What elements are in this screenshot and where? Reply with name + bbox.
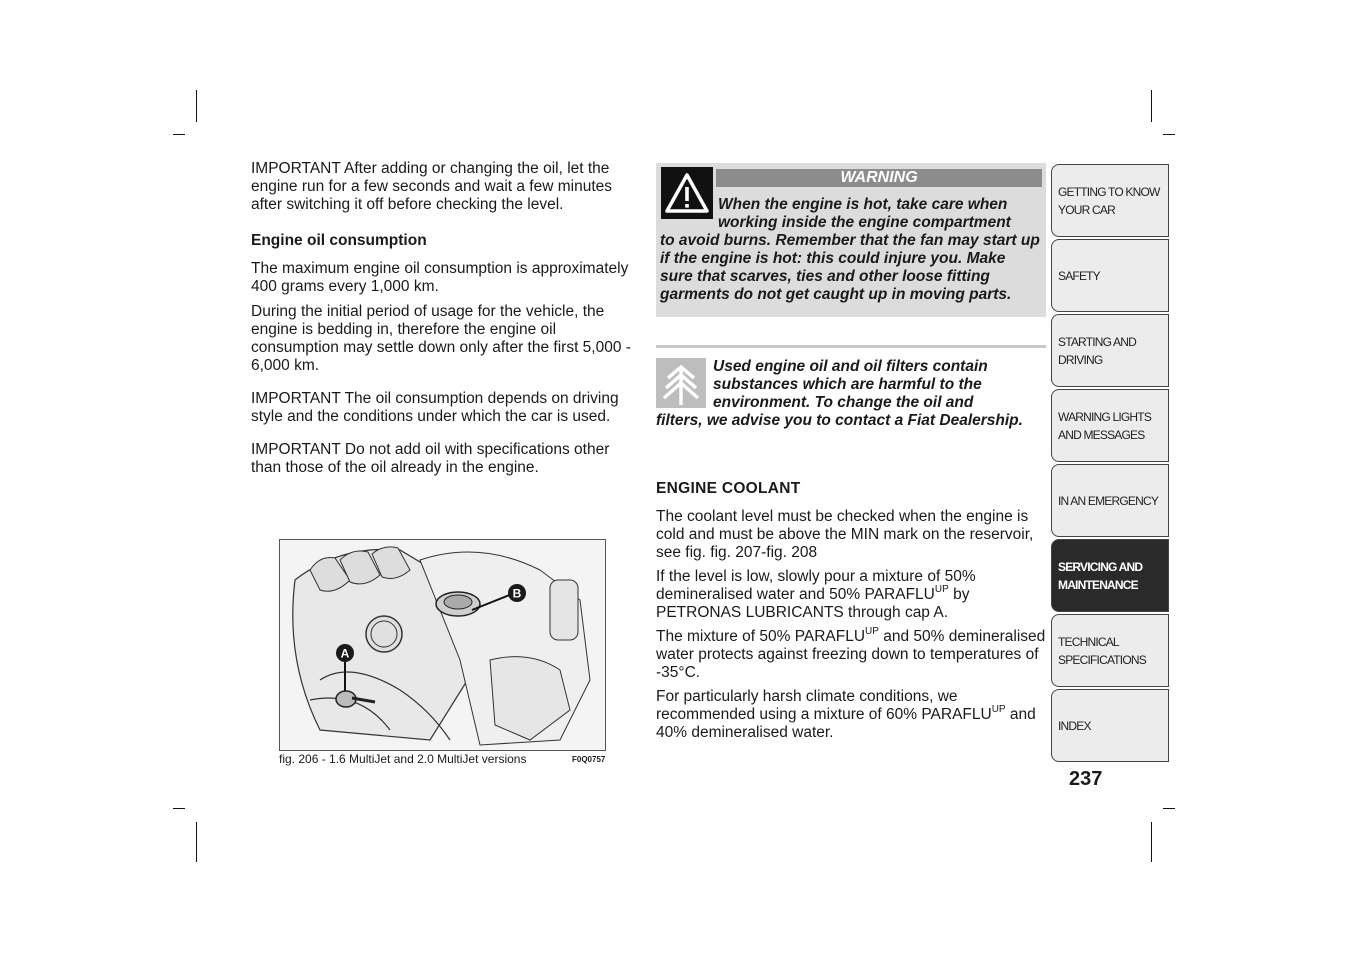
para-coolant-mixture-a: The mixture of 50% PARAFLU <box>656 628 866 645</box>
paraflu-sup: UP <box>865 626 879 637</box>
para-coolant-check: The coolant level must be checked when the engine is cold and must be above the MIN mark on the reservoir, see fig. fig. 207-fig. 208 <box>656 508 1034 561</box>
environment-text-rest: filters, we advise you to contact a Fiat Dealership. <box>656 412 1023 429</box>
tab-technical-specifications[interactable]: TECHNICAL SPECIFICATIONS <box>1051 614 1169 687</box>
left-column <box>251 160 641 477</box>
environment-divider <box>656 345 1046 348</box>
tab-starting-and-driving[interactable]: STARTING AND DRIVING <box>1051 314 1169 387</box>
para-coolant-harsh-b: and 40% demineralised water. <box>656 706 1036 741</box>
right-column <box>656 160 1046 742</box>
tab-servicing-and-maintenance[interactable]: SERVICING AND MAINTENANCE <box>1051 539 1169 612</box>
warning-text-first: When the engine is hot, take care when working inside the engine compartment <box>718 196 1011 231</box>
crop-mark <box>173 808 185 809</box>
para-bedding-in: During the initial period of usage for the vehicle, the engine is bedding in, therefore the engine oil consumption may settle down only after the first 5,000 - 6,000 km. <box>251 303 631 374</box>
para-coolant-harsh-a: For particularly harsh climate conditions, we recommended using a mixture of 60% PARAFLU <box>656 688 992 723</box>
paraflu-sup: UP <box>991 704 1006 715</box>
para-coolant-harsh <box>656 688 1046 742</box>
figure-caption: fig. 206 - 1.6 MultiJet and 2.0 MultiJet versions <box>279 752 527 766</box>
para-oil-consumption: The maximum engine oil consumption is approximately 400 grams every 1,000 km. <box>251 260 629 295</box>
heading-oil-consumption: Engine oil consumption <box>251 232 427 249</box>
figure-label-a: A <box>340 646 350 661</box>
crop-mark <box>1163 134 1175 135</box>
important-note-oil-change: IMPORTANT After adding or changing the oil, let the engine run for a few seconds and wait a few minutes after switching it off before checking the level. <box>251 160 613 213</box>
warning-text <box>660 196 1040 304</box>
environment-text-first: Used engine oil and oil filters contain substances which are harmful to the environment. To change the oil and <box>713 358 988 411</box>
heading-engine-coolant: ENGINE COOLANT <box>656 480 801 497</box>
warning-text-rest: to avoid burns. Remember that the fan may start up if the engine is hot: this could injure you. Make sure that scarves, ties and other loose fitting garments do not get caught up in moving parts. <box>660 232 1040 303</box>
figure-label-b: B <box>512 586 522 601</box>
crop-mark <box>1151 90 1152 122</box>
crop-mark <box>1151 822 1152 862</box>
environment-note <box>656 354 1046 474</box>
crop-mark <box>196 822 197 862</box>
tab-warning-lights-and-messages[interactable]: WARNING LIGHTS AND MESSAGES <box>1051 389 1169 462</box>
para-coolant-low-b: by PETRONAS LUBRICANTS through cap A. <box>656 586 970 621</box>
para-coolant-mixture <box>656 628 1046 682</box>
crop-mark <box>173 134 185 135</box>
crop-mark <box>1163 808 1175 809</box>
tab-safety[interactable]: SAFETY <box>1051 239 1169 312</box>
engine-illustration <box>280 540 605 750</box>
page-number: 237 <box>1069 768 1103 790</box>
paraflu-sup: UP <box>934 584 949 595</box>
important-note-driving-style: IMPORTANT The oil consumption depends on driving style and the conditions under which the car is used. <box>251 390 619 425</box>
tab-index[interactable]: INDEX <box>1051 689 1169 762</box>
chapter-tabs <box>1051 164 1169 764</box>
warning-box <box>656 163 1046 317</box>
figure-code: F0Q0757 <box>572 755 606 764</box>
para-coolant-low-a: If the level is low, slowly pour a mixture of 50% demineralised water and 50% PARAFLU <box>656 568 976 603</box>
engine-figure <box>279 539 606 751</box>
tab-getting-to-know-your-car[interactable]: GETTING TO KNOW YOUR CAR <box>1051 164 1169 237</box>
important-note-specifications: IMPORTANT Do not add oil with specifications other than those of the oil already in the engine. <box>251 441 610 476</box>
tab-in-an-emergency[interactable]: IN AN EMERGENCY <box>1051 464 1169 537</box>
para-coolant-mixture-b: and 50% demineralised water protects against freezing down to temperatures of -35°C. <box>656 628 1046 681</box>
crop-mark <box>196 90 197 122</box>
para-coolant-low <box>656 568 1046 622</box>
warning-title: WARNING <box>716 169 1042 187</box>
environment-text <box>656 358 1046 430</box>
